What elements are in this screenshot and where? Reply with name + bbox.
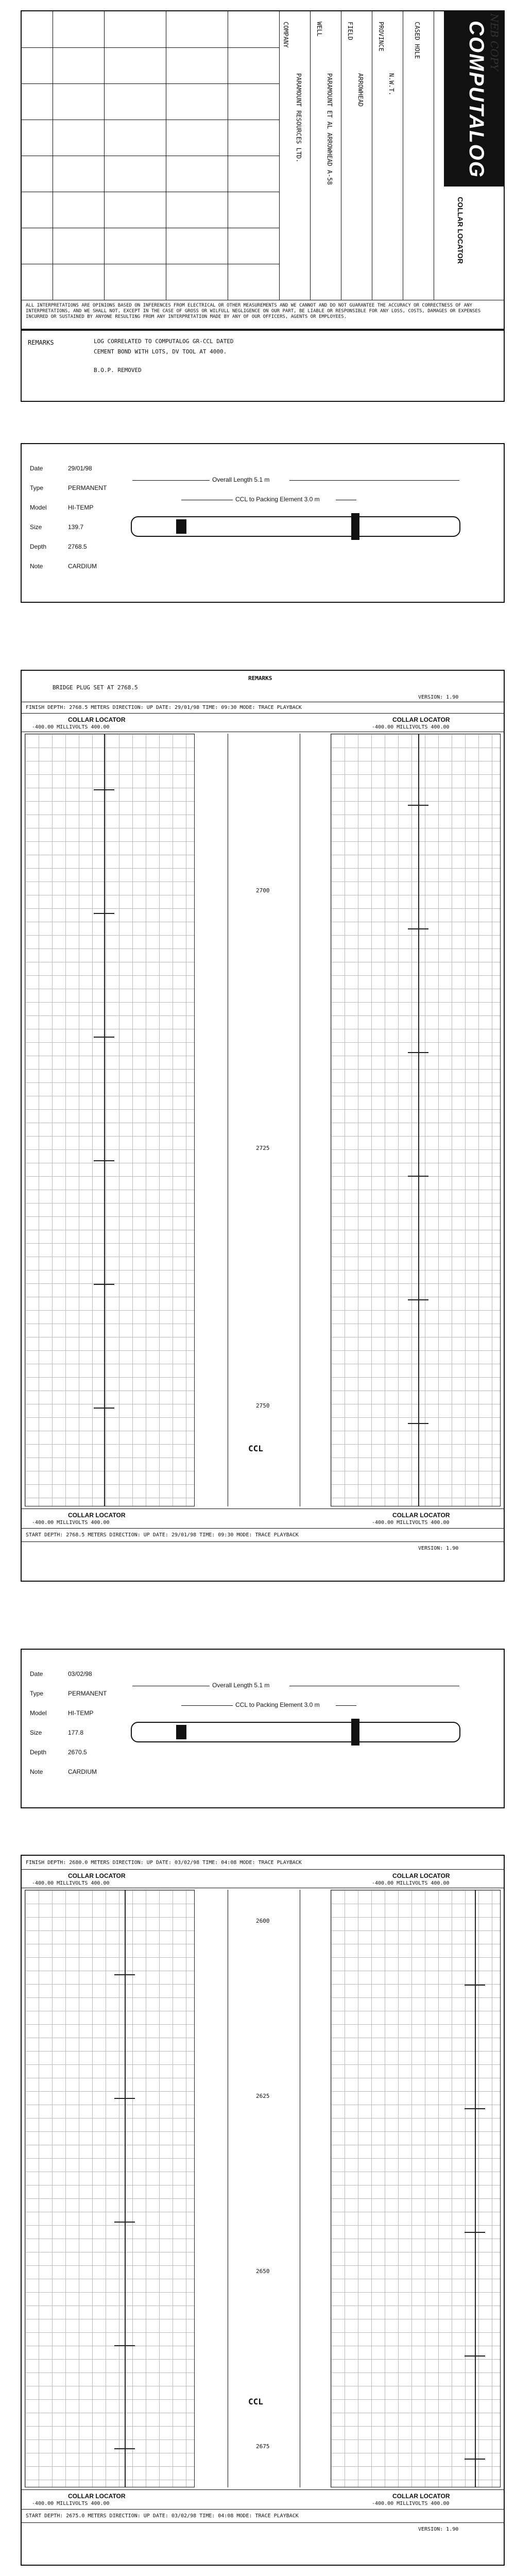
depth-mark: 2700 [256,887,270,894]
note-value: CARDIUM [68,1768,97,1775]
track-scale-left-bottom: -400.00 MILLIVOLTS 400.00 [32,1520,110,1526]
date-label: Date [30,465,43,472]
start-footer: START DEPTH: 2675.0 METERS DIRECTION: UP DATE: 03/02/98 TIME: 04:08 MODE: TRACE PLAYBACK [26,2513,299,2519]
label-well: WELL [316,22,323,37]
ccl-trace-right [475,1890,476,2487]
collar-kick [465,2355,485,2357]
type-label: Type [30,1690,44,1697]
track-scale-left: -400.00 MILLIVOLTS 400.00 [32,1880,110,1886]
section-remarks-line: BRIDGE PLUG SET AT 2768.5 [53,684,138,691]
divider [279,11,280,300]
date-label: Date [30,1670,43,1677]
track-title-left: COLLAR LOCATOR [68,1872,126,1879]
note-value: CARDIUM [68,563,97,570]
ccl-marker [176,519,186,534]
divider [104,11,105,300]
collar-kick [114,2222,135,2223]
version-bottom: VERSION: 1.90 [418,1546,459,1551]
collar-kick [114,2448,135,2449]
divider [310,11,311,300]
collar-kick [408,1176,428,1177]
model-label: Model [30,1709,47,1717]
collar-kick [408,1052,428,1053]
log-track-left [25,734,195,1506]
divider [22,2489,504,2490]
date-value: 03/02/98 [68,1670,92,1677]
handwritten-note: NEB COPY [488,13,501,71]
type-label: Type [30,484,44,492]
log-section-2 [21,1855,505,2566]
overall-length-label: Overall Length 5.1 m [212,1682,270,1689]
size-value: 139.7 [68,523,84,531]
collar-kick [94,1284,114,1285]
version-bottom: VERSION: 1.90 [418,2527,459,2532]
depth-mark: 2725 [256,1145,270,1151]
collar-kick [94,1037,114,1038]
collar-kick [114,1974,135,1975]
track-title-left-bottom: COLLAR LOCATOR [68,2493,126,2500]
depth-mark: 2625 [256,2093,270,2099]
divider [22,1541,504,1542]
label-province: PROVINCE [377,22,385,52]
divider [22,1869,504,1870]
log-section-1 [21,670,505,1582]
depth-mark: 2675 [256,2443,270,2450]
track-scale-left-bottom: -400.00 MILLIVOLTS 400.00 [32,2501,110,2506]
packer-element [351,1719,359,1745]
track-scale-right: -400.00 MILLIVOLTS 400.00 [372,724,450,730]
remarks-box [21,330,505,402]
track-scale-right-bottom: -400.00 MILLIVOLTS 400.00 [372,2501,450,2506]
divider [22,2509,504,2510]
collar-kick [408,1423,428,1424]
depth-value: 2768.5 [68,543,87,550]
remarks-line-3: B.O.P. REMOVED [94,367,142,374]
side-title: COLLAR LOCATOR [456,197,465,264]
track-scale-right: -400.00 MILLIVOLTS 400.00 [372,1880,450,1886]
divider [22,713,504,714]
depth-mark: 2750 [256,1402,270,1409]
collar-kick [465,2232,485,2233]
log-track-left [25,1890,195,2487]
ccl-label: CCL [248,2397,263,2406]
collar-kick [94,789,114,790]
model-label: Model [30,504,47,511]
collar-kick [94,913,114,914]
packer-element [351,513,359,540]
depth-label: Depth [30,543,47,550]
ccl-label: CCL [248,1444,263,1453]
well-value: PARAMOUNT ET AL ARROWHEAD A-58 [326,73,333,185]
track-scale-left: -400.00 MILLIVOLTS 400.00 [32,724,110,730]
collar-kick [465,2108,485,2109]
collar-kick [94,1160,114,1161]
divider [22,1528,504,1529]
start-footer: START DEPTH: 2768.5 METERS DIRECTION: UP DATE: 29/01/98 TIME: 09:30 MODE: TRACE PLAYBACK [26,1532,299,1538]
company-value: PARAMOUNT RESOURCES LTD. [295,73,302,163]
track-title-right: COLLAR LOCATOR [392,1872,450,1879]
field-value: ARROWHEAD [357,73,364,107]
divider [22,47,279,48]
province-value: N.W.T. [388,73,395,96]
remarks-line-2: CEMENT BOND WITH LOTS, DV TOOL AT 4000. [94,348,227,355]
depth-label: Depth [30,1749,47,1756]
dimension-line [336,1705,356,1706]
depth-mark: 2650 [256,2268,270,2275]
date-value: 29/01/98 [68,465,92,472]
track-title-right: COLLAR LOCATOR [392,716,450,723]
depth-value: 2670.5 [68,1749,87,1756]
size-label: Size [30,1729,42,1736]
ccl-marker [176,1725,186,1739]
label-company: COMPANY [282,22,289,48]
version-top: VERSION: 1.90 [418,694,459,700]
section-remarks-title: REMARKS [248,675,272,682]
log-header [21,10,505,330]
collar-kick [114,2345,135,2346]
ccl-trace-left [104,734,105,1506]
disclaimer-text: ALL INTERPRETATIONS ARE OPINIONS BASED ON INFERENCES FROM ELECTRICAL OR OTHER MEASUREMENTS AND WE CANNOT AND DO NOT GUARANTEE THE ACCURACY OR CORRECTNESS OF ANY INTERPRETATIONS, AND WE SHALL NOT, EXCEPT IN THE CASE OF GROSS OR WILFULL NEGLIGENCE ON OUR PART, BE LIABLE OR RESPONSIBLE FOR ANY LOSS, COSTS, DAMAGES OR EXPENSES INCURRED OR SUSTAINED BY ANYONE RESULTING FROM ANY INTERPRETATION MADE BY ANY OF OUR OFFICERS, AGENTS OR EMPLOYEES. [26,303,481,319]
brand-logo: COMPUTALOG [465,21,488,178]
tool-sketch-2 [21,1649,505,1808]
label-field: FIELD [347,22,354,41]
type-value: PERMANENT [68,1690,107,1697]
divider [22,2522,504,2523]
collar-kick [465,1985,485,1986]
track-title-right-bottom: COLLAR LOCATOR [392,1512,450,1519]
remarks-label: REMARKS [28,339,54,346]
finish-header: FINISH DEPTH: 2680.0 METERS DIRECTION: UP DATE: 03/02/98 TIME: 04:08 MODE: TRACE PLAYBACK [26,1860,302,1866]
ccl-trace-left [125,1890,126,2487]
dimension-line [181,1705,233,1706]
overall-length-label: Overall Length 5.1 m [212,476,270,483]
log-track-right [331,734,501,1506]
depth-mark: 2600 [256,1918,270,1924]
log-title: CASED HOLE [414,22,421,59]
collar-kick [465,2459,485,2460]
track-title-left-bottom: COLLAR LOCATOR [68,1512,126,1519]
collar-kick [408,805,428,806]
size-label: Size [30,523,42,531]
model-value: HI-TEMP [68,504,94,511]
track-title-right-bottom: COLLAR LOCATOR [392,2493,450,2500]
collar-kick [114,2098,135,2099]
size-value: 177.8 [68,1729,84,1736]
tool-sketch-1 [21,443,505,603]
track-title-left: COLLAR LOCATOR [68,716,126,723]
note-label: Note [30,563,43,570]
collar-kick [408,928,428,929]
ccl-length-label: CCL to Packing Element 3.0 m [235,496,320,503]
model-value: HI-TEMP [68,1709,94,1717]
collar-kick [94,1408,114,1409]
track-scale-right-bottom: -400.00 MILLIVOLTS 400.00 [372,1520,450,1526]
dimension-line [289,480,459,481]
type-value: PERMANENT [68,484,107,492]
collar-kick [408,1299,428,1300]
finish-header: FINISH DEPTH: 2768.5 METERS DIRECTION: UP DATE: 29/01/98 TIME: 09:30 MODE: TRACE PLAYBACK [26,705,302,710]
ccl-trace-right [418,734,419,1506]
note-label: Note [30,1768,43,1775]
remarks-line-1: LOG CORRELATED TO COMPUTALOG GR-CCL DATED [94,338,234,345]
ccl-length-label: CCL to Packing Element 3.0 m [235,1701,320,1708]
divider [22,83,279,84]
dimension-line [132,480,210,481]
